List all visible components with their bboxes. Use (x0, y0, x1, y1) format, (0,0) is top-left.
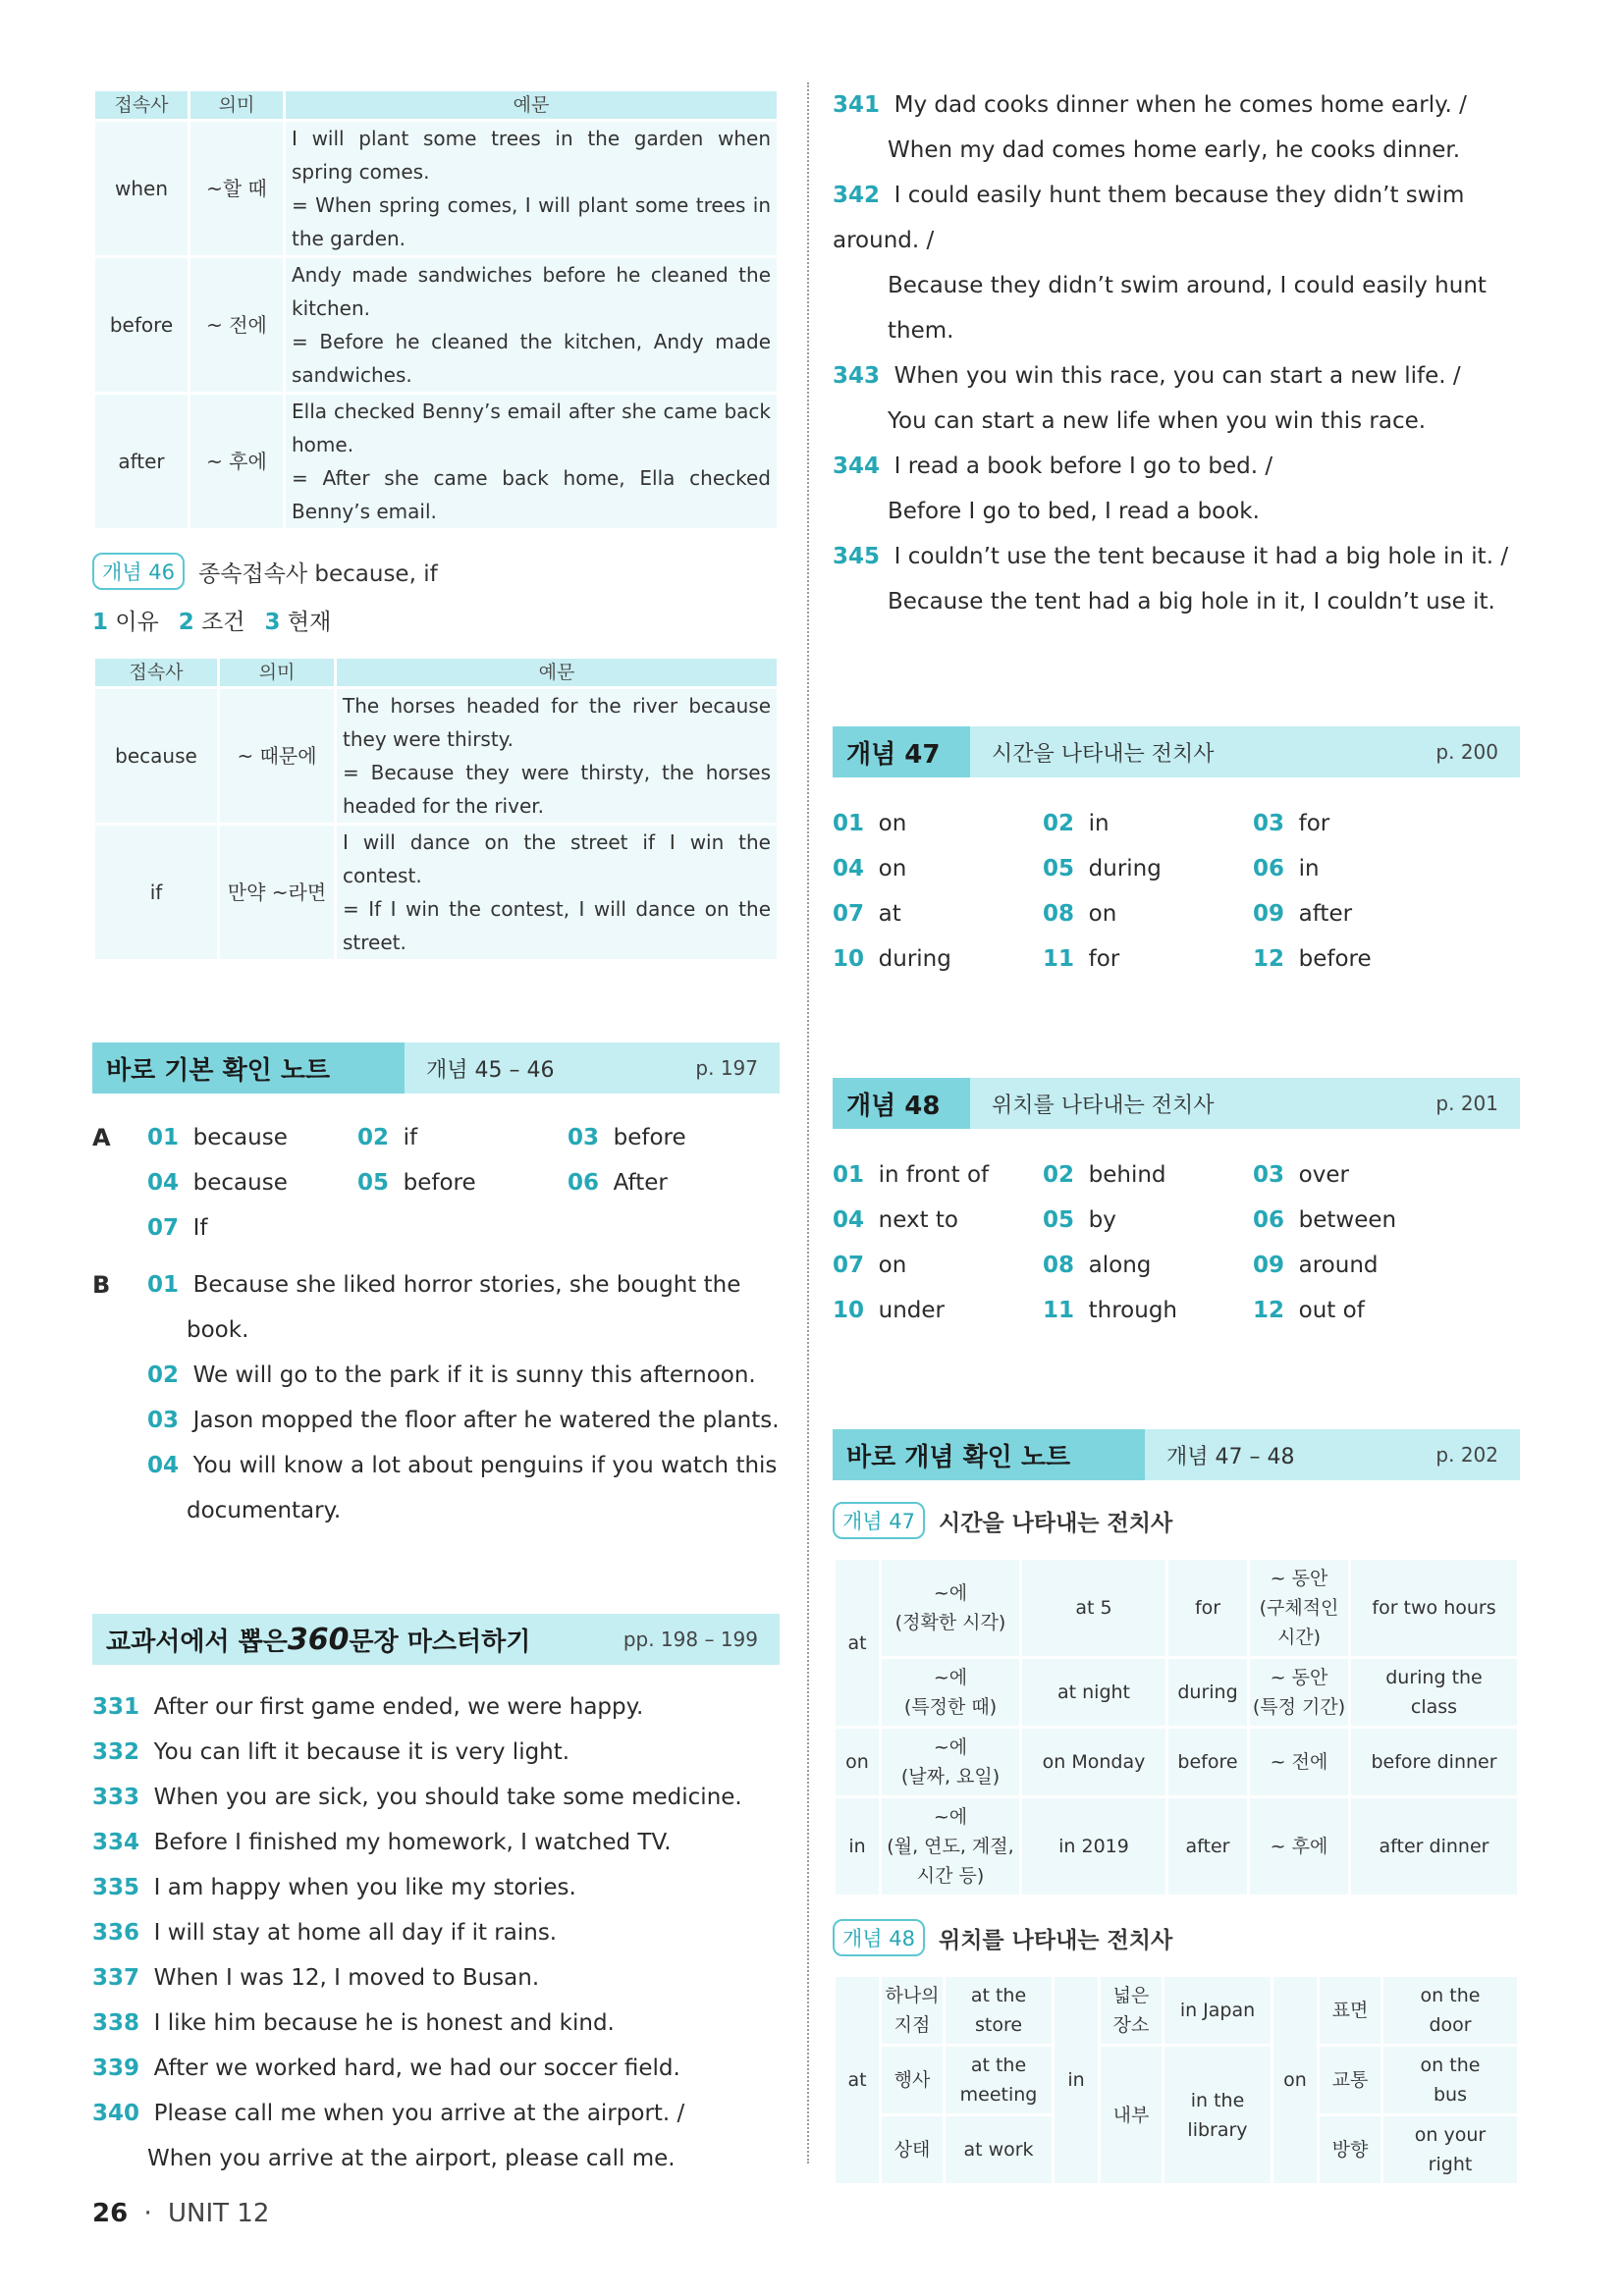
table-header: 접속사 (95, 91, 188, 119)
list-item: 343 When you win this race, you can start a new life. / (833, 363, 1461, 389)
list-item-cont: Because the tent had a big hole in it, I couldn’t use it. (888, 589, 1495, 614)
right-column (833, 82, 1520, 2186)
meaning-cell: 표면 (1320, 1977, 1380, 2044)
answer-item: 10 under (833, 1298, 946, 1323)
answer-item: 04 next to (833, 1207, 958, 1233)
left-column (92, 82, 780, 2181)
section-title: 바로 기본 확인 노트 (92, 1042, 405, 1094)
answer-item: 12 out of (1253, 1298, 1365, 1323)
example-cell: during the class (1351, 1659, 1517, 1726)
answer-item: 10 during (833, 946, 951, 972)
table-row (95, 122, 777, 255)
example-cell (337, 689, 777, 823)
example-cell (286, 395, 777, 528)
concept-48-answers (833, 1152, 1520, 1333)
list-item: 339 After we worked hard, we had our soccer field. (92, 2056, 680, 2081)
list-item: 340 Please call me when you arrive at the airport. / (92, 2101, 685, 2126)
page-reference: pp. 198 – 199 (623, 1628, 758, 1651)
section-subtitle: 위치를 나타내는 전치사 (992, 1093, 1215, 1118)
meaning-cell: ~ 전에 (1250, 1729, 1348, 1795)
section-title: 교과서에서 뽑은 360 문장 마스터하기 (92, 1614, 554, 1665)
list-item: 345 I couldn’t use the tent because it had a big hole in it. / (833, 544, 1509, 569)
meaning-cell: 만약 ~라면 (220, 826, 334, 959)
table-header: 의미 (220, 659, 334, 686)
answer-item: 03 for (1253, 811, 1330, 836)
preposition-cell: for (1168, 1560, 1247, 1656)
answer-item: 04 You will know a lot about penguins if you watch this (147, 1453, 778, 1478)
concept-note-48-heading (833, 1919, 1520, 1956)
answer-item: 08 along (1043, 1253, 1152, 1278)
example-cell: on your right (1383, 2116, 1517, 2183)
conj-cell: when (95, 122, 188, 255)
concept-title: 종속접속사 because, if (197, 561, 438, 587)
concept-tag: 개념 46 (92, 553, 185, 590)
page-reference: p. 197 (695, 1056, 758, 1080)
section-subtitle: 개념 47 – 48 (1166, 1444, 1295, 1469)
page-number: 26 (92, 2199, 129, 2228)
example-cell: at work (946, 2116, 1052, 2183)
answer-text: 조건 (201, 610, 245, 635)
example-cell: on the bus (1383, 2047, 1517, 2113)
place-preposition-table (833, 1974, 1520, 2186)
answer-item: 07 at (833, 901, 901, 927)
list-item-cont: You can start a new life when you win this race. (888, 408, 1427, 434)
conj-cell: because (95, 689, 217, 823)
list-item: 332 You can lift it because it is very light. (92, 1739, 570, 1765)
list-item-cont: Before I go to bed, I read a book. (888, 499, 1260, 524)
answer-item: 03 over (1253, 1162, 1349, 1188)
conjunction-table-time (92, 88, 780, 531)
concept-48-heading (833, 1078, 1520, 1129)
page-reference: p. 200 (1435, 740, 1498, 764)
conj-cell: after (95, 395, 188, 528)
table-row (836, 1729, 1517, 1795)
answer-item: 02 We will go to the park if it is sunny this afternoon. (147, 1362, 756, 1388)
example-sentence: I will plant some trees in the garden when spring comes. (292, 127, 771, 184)
concept-tag: 개념 47 (833, 1502, 925, 1539)
meaning-cell: 넓은 장소 (1101, 1977, 1162, 2044)
concept-title: 위치를 나타내는 전치사 (938, 1927, 1173, 1953)
part-label: B (92, 1271, 111, 1299)
table-row (95, 395, 777, 528)
list-item: 337 When I was 12, I moved to Busan. (92, 1965, 540, 1991)
answer-item: 08 on (1043, 901, 1117, 927)
example-cell: at night (1022, 1659, 1165, 1726)
answer-item: 12 before (1253, 946, 1372, 972)
list-item: 335 I am happy when you like my stories. (92, 1875, 576, 1900)
concept-47-heading (833, 726, 1520, 777)
example-cell: at the meeting (946, 2047, 1052, 2113)
meaning-cell: 방향 (1320, 2116, 1380, 2183)
answer-item: 02 if (357, 1125, 418, 1150)
answer-number: 3 (264, 610, 281, 635)
answer-item: 03 Jason mopped the floor after he watered the plants. (147, 1408, 780, 1433)
page-reference: p. 202 (1435, 1443, 1498, 1467)
conjunction-table-reason (92, 656, 780, 962)
answer-item: 11 through (1043, 1298, 1178, 1323)
example-cell: at the store (946, 1977, 1052, 2044)
table-row (836, 1659, 1517, 1726)
example-rewrite: = If I win the contest, I will dance on the street. (343, 897, 771, 954)
preposition-cell: in (836, 1798, 879, 1895)
meaning-cell: ~ 후에 (1250, 1798, 1348, 1895)
table-row (836, 1977, 1517, 2044)
answer-item: 02 behind (1043, 1162, 1166, 1188)
example-cell: in Japan (1164, 1977, 1271, 2044)
answer-item-cont: book. (187, 1317, 249, 1343)
meaning-cell: ~에 (월, 연도, 계절, 시간 등) (882, 1798, 1019, 1895)
answer-item: 02 in (1043, 811, 1110, 836)
answer-number: 1 (92, 610, 109, 635)
basic-note-part-b (92, 1262, 780, 1533)
concept-note-47-heading (833, 1502, 1520, 1539)
table-header: 의미 (190, 91, 283, 119)
meaning-cell: ~에 (특정한 때) (882, 1659, 1019, 1726)
answer-item: 05 during (1043, 856, 1162, 881)
list-item-cont: Because they didn’t swim around, I could easily hunt them. (888, 273, 1487, 344)
concept-title: 시간을 나타내는 전치사 (938, 1510, 1173, 1536)
table-header: 접속사 (95, 659, 217, 686)
answer-item: 01 because (147, 1125, 288, 1150)
table-row (836, 1560, 1517, 1656)
master360-list (92, 1684, 780, 2181)
example-cell: after dinner (1351, 1798, 1517, 1895)
answer-number: 2 (178, 610, 194, 635)
list-item: 341 My dad cooks dinner when he comes home early. / (833, 92, 1467, 118)
concept-tag: 개념 48 (833, 1919, 925, 1956)
answer-item: 11 for (1043, 946, 1120, 972)
answer-item: 01 Because she liked horror stories, she bought the (147, 1272, 741, 1298)
list-item: 342 I could easily hunt them because they didn’t swim around. / (833, 183, 1465, 253)
list-item: 333 When you are sick, you should take some medicine. (92, 1785, 742, 1810)
meaning-cell: 하나의 지점 (882, 1977, 943, 2044)
answer-item: 09 around (1253, 1253, 1379, 1278)
meaning-cell: ~에 (정확한 시각) (882, 1560, 1019, 1656)
master360-heading (92, 1614, 780, 1665)
answer-item: 04 because (147, 1170, 288, 1196)
answer-item: 09 after (1253, 901, 1353, 927)
meaning-cell: ~ 전에 (190, 258, 283, 392)
example-sentence: Ella checked Benny’s email after she came back home. (292, 400, 771, 456)
answer-item: 03 before (568, 1125, 686, 1150)
answer-item: 04 on (833, 856, 907, 881)
table-header: 예문 (337, 659, 777, 686)
page-reference: p. 201 (1435, 1092, 1498, 1115)
preposition-cell: at (836, 1977, 879, 2183)
example-cell: on Monday (1022, 1729, 1165, 1795)
section-subtitle: 시간을 나타내는 전치사 (992, 741, 1215, 767)
list-item-cont: When you arrive at the airport, please call me. (147, 2146, 676, 2171)
preposition-cell: after (1168, 1798, 1247, 1895)
meaning-cell: ~ 동안 (구체적인 시간) (1250, 1560, 1348, 1656)
answer-item: 01 on (833, 811, 907, 836)
example-cell (286, 258, 777, 392)
meaning-cell: ~ 후에 (190, 395, 283, 528)
time-preposition-table (833, 1557, 1520, 1897)
page-footer (92, 2199, 269, 2228)
preposition-cell: in (1055, 1977, 1098, 2183)
meaning-cell: 내부 (1101, 2047, 1162, 2183)
meaning-cell: ~ 동안 (특정 기간) (1250, 1659, 1348, 1726)
table-row (836, 1798, 1517, 1895)
list-item: 331 After our first game ended, we were happy. (92, 1694, 644, 1720)
preposition-cell: during (1168, 1659, 1247, 1726)
footer-dot: · (143, 2199, 152, 2228)
table-row (836, 2047, 1517, 2113)
master360-list-cont (833, 82, 1520, 624)
answer-grid (147, 1115, 778, 1251)
answer-item: 01 in front of (833, 1162, 990, 1188)
unit-label: UNIT 12 (167, 2199, 270, 2228)
concept-label: 개념 47 (833, 726, 970, 777)
meaning-cell: ~에 (날짜, 요일) (882, 1729, 1019, 1795)
answer-item: 06 between (1253, 1207, 1397, 1233)
answer-item: 07 If (147, 1215, 208, 1241)
preposition-cell: on (1273, 1977, 1317, 2183)
example-cell: before dinner (1351, 1729, 1517, 1795)
example-rewrite: = Before he cleaned the kitchen, Andy made sandwiches. (292, 330, 771, 387)
example-sentence: I will dance on the street if I win the contest. (343, 830, 771, 887)
concept-note-heading (833, 1429, 1520, 1480)
meaning-cell: 상태 (882, 2116, 943, 2183)
basic-note-heading (92, 1042, 780, 1094)
answer-item-cont: documentary. (187, 1498, 342, 1523)
example-rewrite: = When spring comes, I will plant some trees in the garden. (292, 193, 771, 250)
example-cell: at 5 (1022, 1560, 1165, 1656)
example-rewrite: = Because they were thirsty, the horses headed for the river. (343, 761, 771, 818)
answer-item: 05 before (357, 1170, 476, 1196)
concept-46-answers (92, 604, 780, 636)
table-header: 예문 (286, 91, 777, 119)
example-sentence: The horses headed for the river because they were thirsty. (343, 694, 771, 751)
list-item: 338 I like him because he is honest and kind. (92, 2010, 615, 2036)
list-item-cont: When my dad comes home early, he cooks dinner. (888, 137, 1461, 163)
example-cell: for two hours (1351, 1560, 1517, 1656)
answer-text: 현재 (287, 610, 332, 635)
example-cell: in 2019 (1022, 1798, 1165, 1895)
answer-item: 06 After (568, 1170, 668, 1196)
example-cell (337, 826, 777, 959)
answer-text: 이유 (115, 610, 159, 635)
part-label: A (92, 1124, 111, 1151)
concept-47-answers (833, 801, 1520, 982)
meaning-cell: ~ 때문에 (220, 689, 334, 823)
table-row (95, 258, 777, 392)
answer-item: 05 by (1043, 1207, 1116, 1233)
table-row (95, 826, 777, 959)
column-divider (807, 82, 809, 2163)
answer-item: 07 on (833, 1253, 907, 1278)
example-cell: in the library (1164, 2047, 1271, 2183)
concept-label: 개념 48 (833, 1078, 970, 1129)
conj-cell: if (95, 826, 217, 959)
list-item: 344 I read a book before I go to bed. / (833, 454, 1273, 479)
basic-note-part-a (92, 1115, 780, 1251)
meaning-cell: ~할 때 (190, 122, 283, 255)
section-subtitle: 개념 45 – 46 (426, 1057, 555, 1083)
preposition-cell: at (836, 1560, 879, 1726)
example-rewrite: = After she came back home, Ella checked Benny’s email. (292, 466, 771, 523)
example-cell (286, 122, 777, 255)
section-title: 바로 개념 확인 노트 (833, 1429, 1145, 1480)
meaning-cell: 행사 (882, 2047, 943, 2113)
example-cell: on the door (1383, 1977, 1517, 2044)
preposition-cell: on (836, 1729, 879, 1795)
answer-item: 06 in (1253, 856, 1320, 881)
example-sentence: Andy made sandwiches before he cleaned the kitchen. (292, 263, 771, 320)
table-row (95, 689, 777, 823)
concept-46-heading (92, 553, 780, 590)
list-item: 336 I will stay at home all day if it rains. (92, 1920, 558, 1946)
conj-cell: before (95, 258, 188, 392)
meaning-cell: 교통 (1320, 2047, 1380, 2113)
list-item: 334 Before I finished my homework, I watched TV. (92, 1830, 672, 1855)
preposition-cell: before (1168, 1729, 1247, 1795)
